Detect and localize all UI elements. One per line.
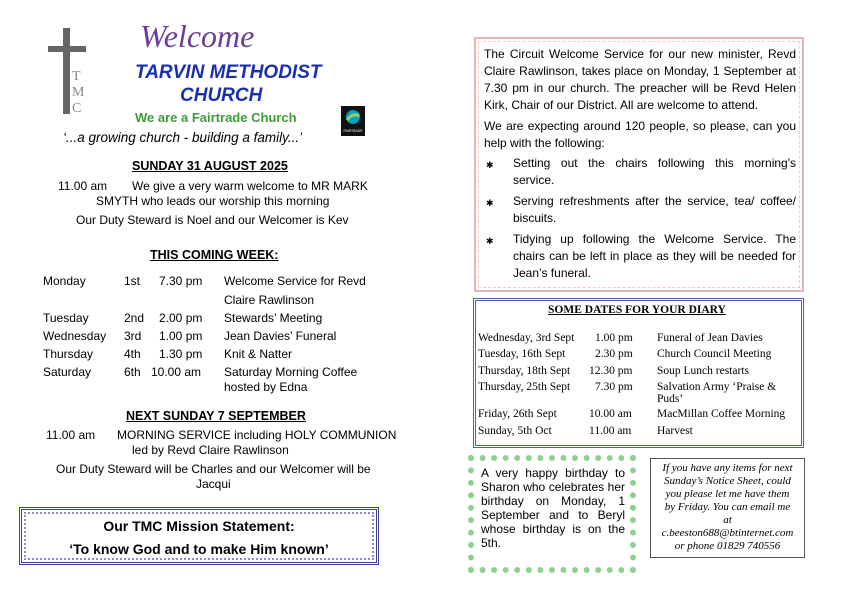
- help-item: Tidying up following the Welcome Service. The chairs can be left in place as they will be needed for Jean’s funeral.: [513, 232, 796, 280]
- birthday-message: A very happy birthday to Sharon who celebrates her birthday on Monday, 1 September and to Beryl whose birthday is on the 5th.: [481, 466, 625, 550]
- church-name-line2: CHURCH: [180, 85, 263, 106]
- diary-heading: SOME DATES FOR YOUR DIARY: [548, 304, 726, 316]
- diary-date: Thursday, 25th Sept: [478, 381, 571, 393]
- fairtrade-logo: [341, 106, 365, 136]
- tagline: ‘...a growing church - building a family...’: [63, 130, 303, 145]
- diary-time: 11.00 am: [589, 425, 632, 437]
- next-sunday-line2: led by Revd Claire Rawlinson: [132, 443, 289, 457]
- next-sunday-steward2: Jacqui: [196, 477, 231, 491]
- welcome-banner: [136, 14, 326, 56]
- week-date: 1st: [124, 274, 141, 288]
- next-sunday-steward1: Our Duty Steward will be Charles and our Welcomer will be: [56, 462, 371, 476]
- week-time: 1.00 pm: [159, 329, 203, 343]
- bullet-icon: ✱: [486, 198, 494, 208]
- sunday-heading: SUNDAY 31 AUGUST 2025: [132, 159, 288, 173]
- week-day: Saturday: [43, 365, 92, 379]
- week-event: Saturday Morning Coffee: [224, 365, 358, 379]
- week-heading: THIS COMING WEEK:: [150, 248, 279, 262]
- diary-date: Sunday, 5th Oct: [478, 425, 552, 437]
- sunday-steward: Our Duty Steward is Noel and our Welcomer is Kev: [76, 213, 349, 227]
- week-day: Wednesday: [43, 329, 107, 343]
- diary-time: 1.00 pm: [595, 332, 633, 344]
- circuit-paragraph: The Circuit Welcome Service for our new minister, Revd Claire Rawlinson, takes place on Monday, 1 September at 7.30 pm in our church. The preacher will be Revd Helen Kirk, Chair of our District. All are welcome to attend.: [484, 47, 796, 112]
- diary-event: Funeral of Jean Davies: [657, 332, 763, 344]
- sunday-time: 11.00 am: [58, 179, 108, 193]
- week-day: Tuesday: [43, 311, 89, 325]
- notice-line: by Friday. You can email me: [664, 501, 791, 513]
- week-date: 3rd: [124, 329, 142, 343]
- mission-statement-box: [19, 507, 379, 565]
- diary-event: Salvation Army ‘Praise &: [657, 381, 777, 393]
- svg-text:FAIRTRADE: FAIRTRADE: [343, 129, 363, 133]
- diary-date: Friday, 26th Sept: [478, 408, 557, 420]
- diary-event: Harvest: [657, 425, 693, 437]
- diary-event: MacMillan Coffee Morning: [657, 408, 786, 420]
- diary-event: Soup Lunch restarts: [657, 365, 749, 377]
- next-sunday-heading: NEXT SUNDAY 7 SEPTEMBER: [126, 409, 306, 423]
- week-time: 2.00 pm: [159, 311, 203, 325]
- fairtrade-statement: We are a Fairtrade Church: [135, 110, 297, 125]
- next-sunday-time: 11.00 am: [46, 428, 96, 442]
- week-time: 7.30 pm: [159, 274, 203, 288]
- diary-box: [473, 298, 804, 448]
- week-time: 1.30 pm: [159, 347, 203, 361]
- diary-time: 10.00 am: [589, 408, 632, 420]
- week-date: 4th: [124, 347, 141, 361]
- sunday-welcome-line2: SMYTH who leads our worship this morning: [96, 194, 330, 208]
- diary-event-cont: Puds’: [657, 393, 684, 405]
- diary-time: 2.30 pm: [595, 348, 633, 360]
- sunday-welcome-line1: We give a very warm welcome to MR MARK: [132, 179, 368, 193]
- diary-time: 7.30 pm: [595, 381, 633, 393]
- week-event-cont: Claire Rawlinson: [224, 293, 315, 307]
- week-date: 2nd: [124, 311, 145, 325]
- help-item: Serving refreshments after the service, tea/ coffee/ biscuits.: [513, 194, 796, 225]
- week-event-cont: hosted by Edna: [224, 380, 308, 394]
- mission-title: Our TMC Mission Statement:: [103, 518, 295, 534]
- diary-date: Wednesday, 3rd Sept: [478, 332, 575, 344]
- welcome-word: Welcome: [140, 18, 255, 54]
- svg-text:C: C: [72, 101, 82, 114]
- notice-sheet-box: [650, 458, 805, 558]
- week-day: Monday: [43, 274, 86, 288]
- week-time: 10.00 am: [151, 365, 202, 379]
- help-request: We are expecting around 120 people, so please, can you help with the following:: [484, 119, 796, 150]
- svg-text:M: M: [72, 85, 85, 100]
- church-name-line1: TARVIN METHODIST: [135, 62, 322, 83]
- week-event: Knit & Natter: [224, 347, 293, 361]
- diary-time: 12.30 pm: [589, 365, 633, 377]
- help-item: Setting out the chairs following this morning's service.: [513, 156, 796, 187]
- notice-line: at: [723, 514, 732, 526]
- diary-date: Tuesday, 16th Sept: [478, 348, 566, 360]
- tmc-cross-logo: [46, 28, 90, 114]
- week-event: Welcome Service for Revd: [224, 274, 366, 288]
- notice-line: Sunday’s Notice Sheet, could: [664, 475, 791, 487]
- next-sunday-line1: MORNING SERVICE including HOLY COMMUNION: [117, 428, 397, 442]
- diary-event: Church Council Meeting: [657, 348, 772, 360]
- notice-line: you please let me have them: [665, 488, 790, 500]
- notice-email: c.beeston688@btinternet.com: [661, 527, 794, 539]
- svg-text:T: T: [72, 69, 81, 84]
- week-day: Thursday: [43, 347, 94, 361]
- notice-line: If you have any items for next: [662, 462, 793, 474]
- mission-statement: ‘To know God and to make Him known’: [69, 541, 329, 557]
- week-event: Stewards’ Meeting: [224, 311, 323, 325]
- week-event: Jean Davies’ Funeral: [224, 329, 337, 343]
- circuit-welcome-box: [474, 37, 804, 292]
- bullet-icon: ✱: [486, 160, 494, 170]
- diary-date: Thursday, 18th Sept: [478, 365, 571, 377]
- birthday-box: [468, 455, 636, 573]
- notice-phone: or phone 01829 740556: [674, 540, 781, 552]
- bullet-icon: ✱: [486, 236, 494, 246]
- week-date: 6th: [124, 365, 141, 379]
